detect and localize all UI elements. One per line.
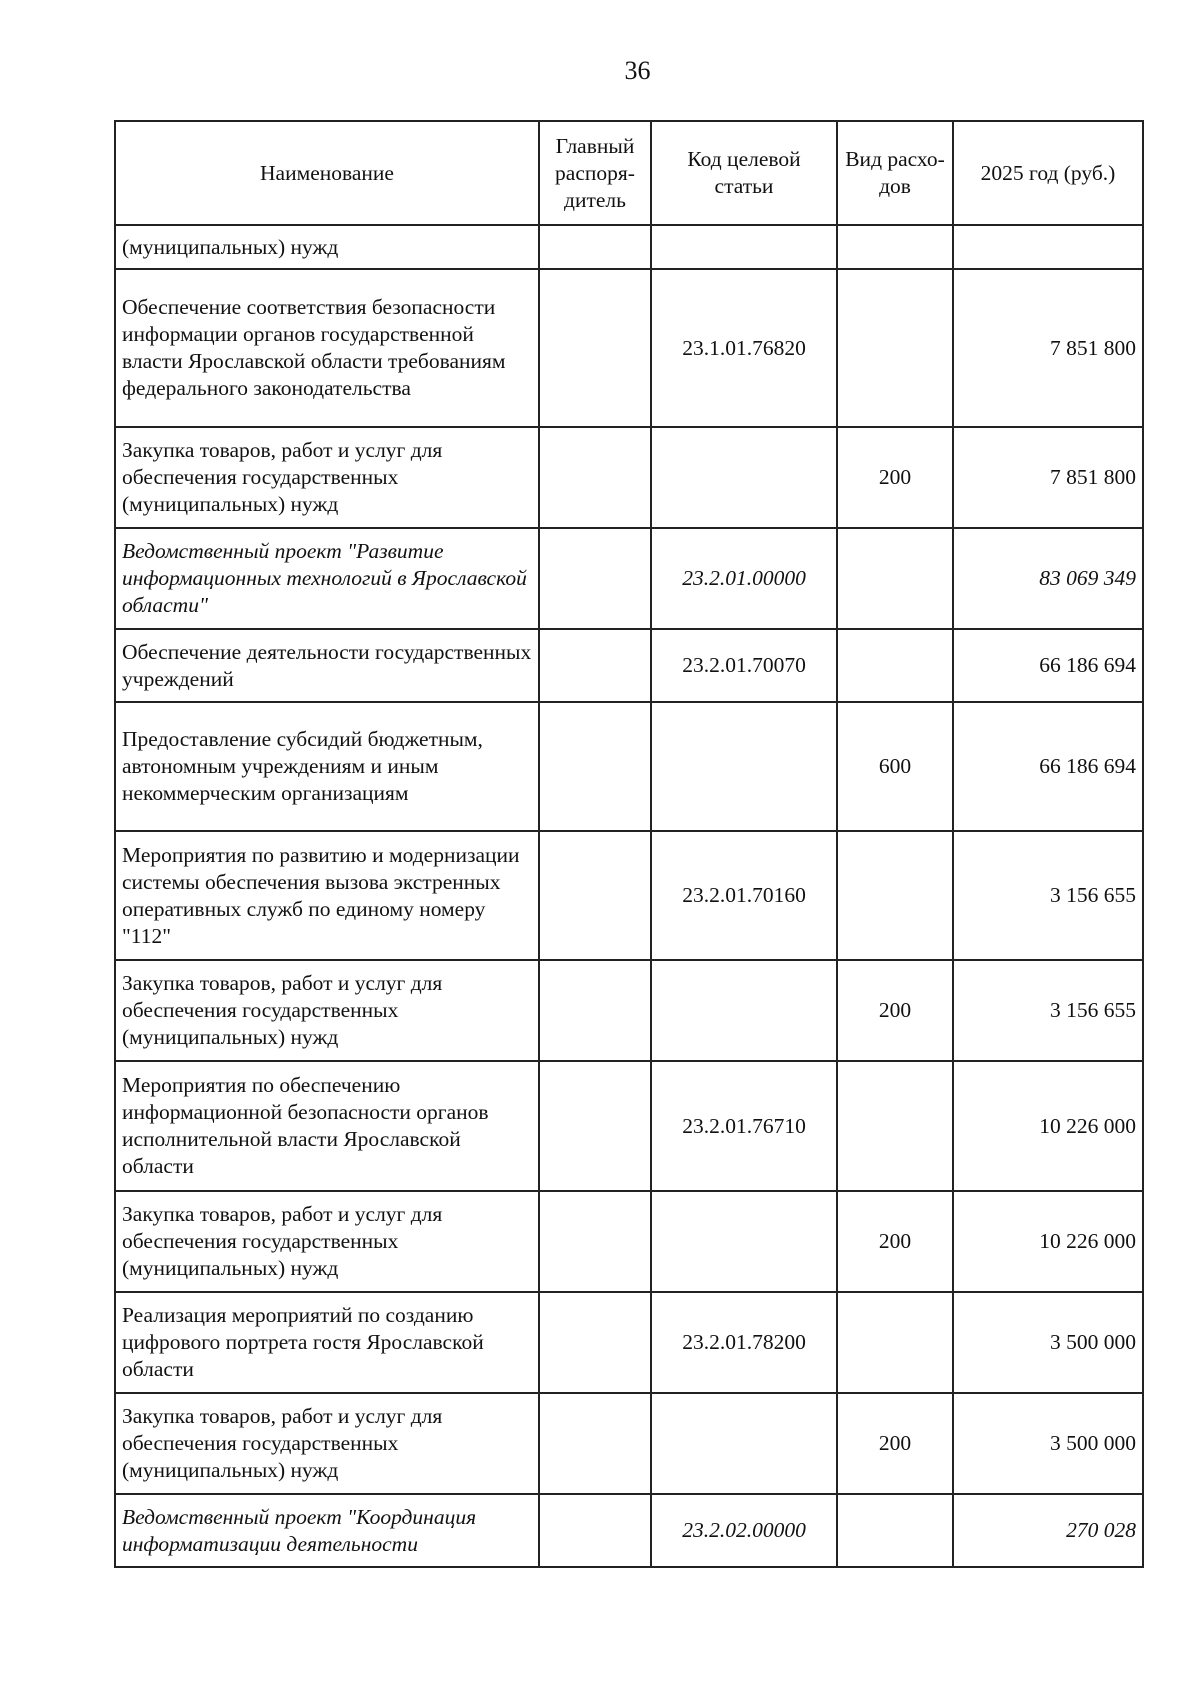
table-row bbox=[115, 1292, 1143, 1393]
row-vid: 200 bbox=[837, 960, 953, 1061]
row-glavny bbox=[539, 960, 651, 1061]
row-name: Предоставление субсидий бюджетным, автономным учреждениям и иным некоммерческим организациям bbox=[115, 702, 539, 831]
row-glavny bbox=[539, 831, 651, 960]
header-name: Наименование bbox=[115, 121, 539, 225]
row-name: Мероприятия по обеспечению информационной безопасности органов исполнительной власти Ярославской области bbox=[115, 1061, 539, 1191]
table-row bbox=[115, 427, 1143, 528]
row-sum: 66 186 694 bbox=[953, 629, 1143, 702]
table-row bbox=[115, 269, 1143, 427]
table-header-row bbox=[115, 121, 1143, 225]
row-sum: 3 156 655 bbox=[953, 831, 1143, 960]
row-vid bbox=[837, 1061, 953, 1191]
row-name: Ведомственный проект "Развитие информационных технологий в Ярославской области" bbox=[115, 528, 539, 629]
table-row bbox=[115, 629, 1143, 702]
row-glavny bbox=[539, 225, 651, 269]
row-vid bbox=[837, 831, 953, 960]
row-name: Мероприятия по развитию и модернизации системы обеспечения вызова экстренных оперативных служб по единому номеру "112" bbox=[115, 831, 539, 960]
page-number: 36 bbox=[624, 56, 651, 85]
header-vid: Вид расхо-дов bbox=[837, 121, 953, 225]
row-glavny bbox=[539, 1292, 651, 1393]
row-code: 23.1.01.76820 bbox=[651, 269, 837, 427]
row-sum: 7 851 800 bbox=[953, 269, 1143, 427]
row-vid bbox=[837, 225, 953, 269]
row-name: (муниципальных) нужд bbox=[115, 225, 539, 269]
row-code: 23.2.01.70070 bbox=[651, 629, 837, 702]
table-row bbox=[115, 1061, 1143, 1191]
row-name: Обеспечение соответствия безопасности информации органов государственной власти Ярославской области требованиям федерального законодательства bbox=[115, 269, 539, 427]
row-glavny bbox=[539, 1494, 651, 1567]
row-sum: 66 186 694 bbox=[953, 702, 1143, 831]
row-vid bbox=[837, 629, 953, 702]
row-name: Закупка товаров, работ и услуг для обеспечения государственных (муниципальных) нужд bbox=[115, 1393, 539, 1494]
row-vid: 200 bbox=[837, 427, 953, 528]
row-sum: 3 156 655 bbox=[953, 960, 1143, 1061]
row-name: Закупка товаров, работ и услуг для обеспечения государственных (муниципальных) нужд bbox=[115, 427, 539, 528]
row-glavny bbox=[539, 1393, 651, 1494]
row-glavny bbox=[539, 629, 651, 702]
row-code bbox=[651, 1191, 837, 1292]
header-sum: 2025 год (руб.) bbox=[953, 121, 1143, 225]
row-sum: 7 851 800 bbox=[953, 427, 1143, 528]
row-vid: 600 bbox=[837, 702, 953, 831]
row-sum: 270 028 bbox=[953, 1494, 1143, 1567]
row-glavny bbox=[539, 269, 651, 427]
row-glavny bbox=[539, 427, 651, 528]
row-name: Закупка товаров, работ и услуг для обеспечения государственных (муниципальных) нужд bbox=[115, 1191, 539, 1292]
row-code bbox=[651, 427, 837, 528]
row-vid: 200 bbox=[837, 1393, 953, 1494]
row-sum: 10 226 000 bbox=[953, 1191, 1143, 1292]
table-row bbox=[115, 1393, 1143, 1494]
row-glavny bbox=[539, 1191, 651, 1292]
row-code bbox=[651, 960, 837, 1061]
row-glavny bbox=[539, 702, 651, 831]
row-sum bbox=[953, 225, 1143, 269]
row-name: Закупка товаров, работ и услуг для обеспечения государственных (муниципальных) нужд bbox=[115, 960, 539, 1061]
row-code: 23.2.01.78200 bbox=[651, 1292, 837, 1393]
row-vid bbox=[837, 1292, 953, 1393]
row-glavny bbox=[539, 1061, 651, 1191]
header-code: Код целевой статьи bbox=[651, 121, 837, 225]
row-glavny bbox=[539, 528, 651, 629]
row-code bbox=[651, 225, 837, 269]
table-row bbox=[115, 831, 1143, 960]
row-code: 23.2.01.00000 bbox=[651, 528, 837, 629]
row-code: 23.2.01.76710 bbox=[651, 1061, 837, 1191]
row-vid bbox=[837, 1494, 953, 1567]
row-name: Реализация мероприятий по созданию цифрового портрета гостя Ярославской области bbox=[115, 1292, 539, 1393]
table-row bbox=[115, 528, 1143, 629]
row-code: 23.2.02.00000 bbox=[651, 1494, 837, 1567]
table-row bbox=[115, 1191, 1143, 1292]
row-code bbox=[651, 702, 837, 831]
row-sum: 3 500 000 bbox=[953, 1393, 1143, 1494]
row-sum: 3 500 000 bbox=[953, 1292, 1143, 1393]
row-code: 23.2.01.70160 bbox=[651, 831, 837, 960]
header-glavny: Главный распоря-дитель bbox=[539, 121, 651, 225]
table-row bbox=[115, 1494, 1143, 1567]
table-row bbox=[115, 960, 1143, 1061]
row-name: Обеспечение деятельности государственных учреждений bbox=[115, 629, 539, 702]
table-row bbox=[115, 702, 1143, 831]
row-code bbox=[651, 1393, 837, 1494]
row-vid bbox=[837, 528, 953, 629]
table-row bbox=[115, 225, 1143, 269]
row-sum: 83 069 349 bbox=[953, 528, 1143, 629]
budget-table bbox=[114, 120, 1144, 1568]
row-name: Ведомственный проект "Координация информатизации деятельности bbox=[115, 1494, 539, 1567]
row-vid bbox=[837, 269, 953, 427]
row-vid: 200 bbox=[837, 1191, 953, 1292]
row-sum: 10 226 000 bbox=[953, 1061, 1143, 1191]
